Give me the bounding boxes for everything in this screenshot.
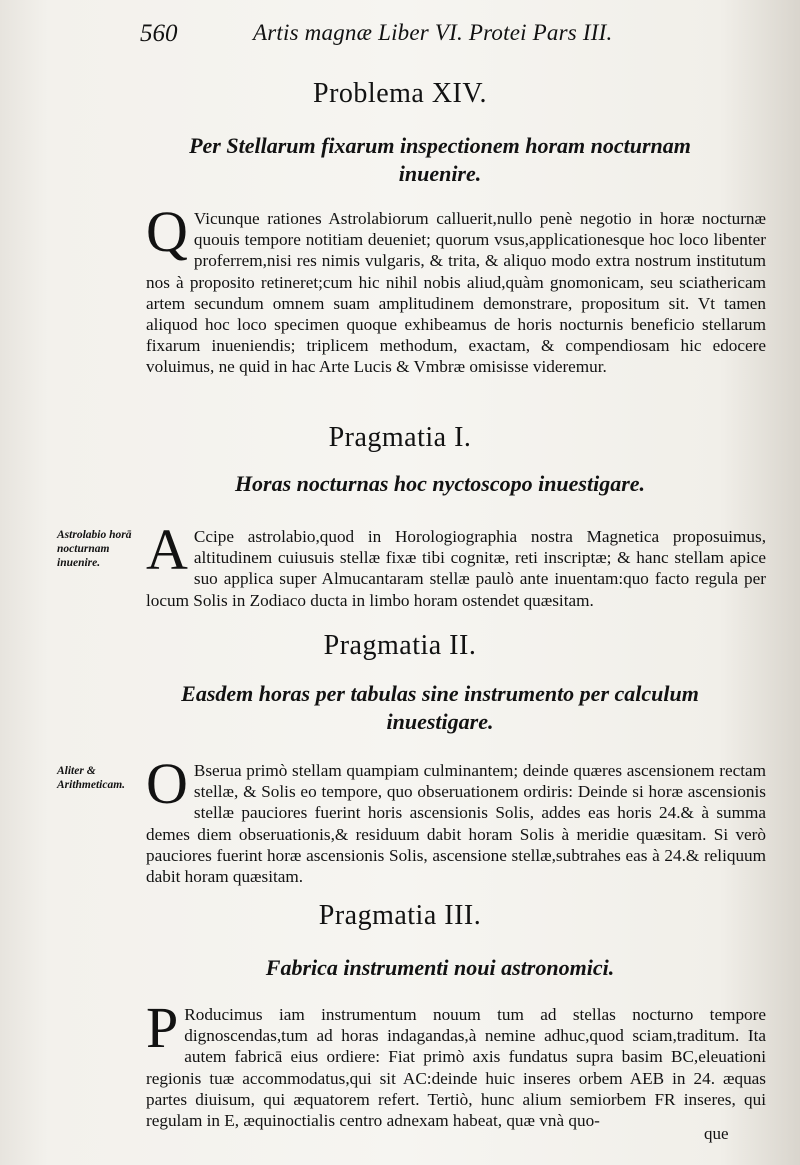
running-title: Artis magnæ Liber VI. Protei Pars III. xyxy=(253,20,613,45)
drop-cap-a: A xyxy=(146,517,188,582)
pragmatia2-subtitle-line1: Easdem horas per tabulas sine instrumento per calculum xyxy=(181,681,699,706)
pragmatia2-margin-note: Aliter & Arithmeticam. xyxy=(57,765,126,791)
pragmatia2-paragraph xyxy=(146,751,766,887)
pragmatia3-text: Roducimus iam instrumentum nouum tum ad stellas nocturno tempore dignoscendas,tum ad horas indagandas,à nemine adhuc,quod sciam,traditum. Ita autem fabricā eius ordiere: Fiat primò axis fundatus supra basim BC,eleuationi regionis tuæ accommodatus,qui sit AC:deinde huic inseres orbem AEB in 24. æquas partes diuisum, qui æquatorem refert. Tertiò, hunc alium semiorbem FR inseres, qui regulam in E, æquinoctialis centro adnexam habeat, quæ vnà quo- xyxy=(146,1005,766,1131)
page-number: 560 xyxy=(140,20,178,47)
problem-paragraph xyxy=(146,199,766,378)
running-head xyxy=(0,18,800,58)
drop-cap-o: O xyxy=(146,751,188,816)
pragmatia1-title: Pragmatia I. xyxy=(328,422,472,453)
pragmatia2-subtitle xyxy=(120,680,760,736)
catchword: que xyxy=(704,1124,729,1143)
pragmatia3-subtitle: Fabrica instrumenti noui astronomici. xyxy=(265,955,615,980)
pragmatia1-subtitle: Horas nocturnas hoc nyctoscopo inuestigare. xyxy=(234,471,646,496)
pragmatia3-title: Pragmatia III. xyxy=(318,900,482,931)
pragmatia1-paragraph xyxy=(146,517,766,611)
pragmatia3-paragraph xyxy=(146,995,766,1131)
pragmatia2-text: Bserua primò stellam quampiam culminantem; deinde quæres ascensionem rectam stellæ, & Solis eo tempore, quo obseruationem ordiris: Deinde si horæ ascensionis stellæ pauciores fuerint horis ascensionis Solis, addes eas horis 24.& à summa demes diem obseruationis,& residuum dabit horam Solis à meridie quæsitam. Si verò pauciores fuerint horæ ascensionis Solis, ascensione stellæ,subtrahes eas à 24.& reliquum dabit horam quæsitam. xyxy=(146,761,766,887)
pragmatia1-margin-note: Astrolabio horā nocturnam inuenire. xyxy=(57,529,132,569)
problem-title: Problema XIV. xyxy=(313,78,487,109)
problem-subtitle-line1: Per Stellarum fixarum inspectionem horam nocturnam xyxy=(189,133,691,158)
pragmatia1-text: Ccipe astrolabio,quod in Horologiographia nostra Magnetica proposuimus, altitudinem cuiusuis stellæ fixæ tibi cognitæ, reti inscriptæ; & hanc stellam apice suo applica super Almucantaram stellæ paulò ante inuentam:quo facto regula per locum Solis in Zodiaco ducta in limbo horam ostendet quæsitam. xyxy=(146,527,766,610)
problem-subtitle-line2: inuenire. xyxy=(398,161,482,186)
pragmatia2-title: Pragmatia II. xyxy=(323,630,477,661)
problem-text: Vicunque rationes Astrolabiorum calluerit,nullo penè negotio in horæ nocturnæ quouis tempore notitiam deueniet; quorum vsus,applicationesque hoc loco libenter proferrem,nisi res nimis vulgaris, & trita, & aliquo modo extra nostrum institutum nos à proposito retineret;cum hic nihil nobis aliud,quàm gnomonicam, seu sciathericam artem secundum omnem suam amplitudinem demonstrare, propositum sit. Vt tamen aliquod hoc loco specimen quoque exhibeamus de horis nocturnis beneficio stellarum fixarum inueniendis; triplicem methodum, exactam, & compendiosam hic edocere voluimus, ne quid in hac Arte Lucis & Vmbræ omisisse videremur. xyxy=(146,209,766,377)
problem-subtitle xyxy=(120,132,760,188)
drop-cap-q: Q xyxy=(146,199,188,264)
drop-cap-p: P xyxy=(146,995,179,1060)
pragmatia2-subtitle-line2: inuestigare. xyxy=(386,709,494,734)
